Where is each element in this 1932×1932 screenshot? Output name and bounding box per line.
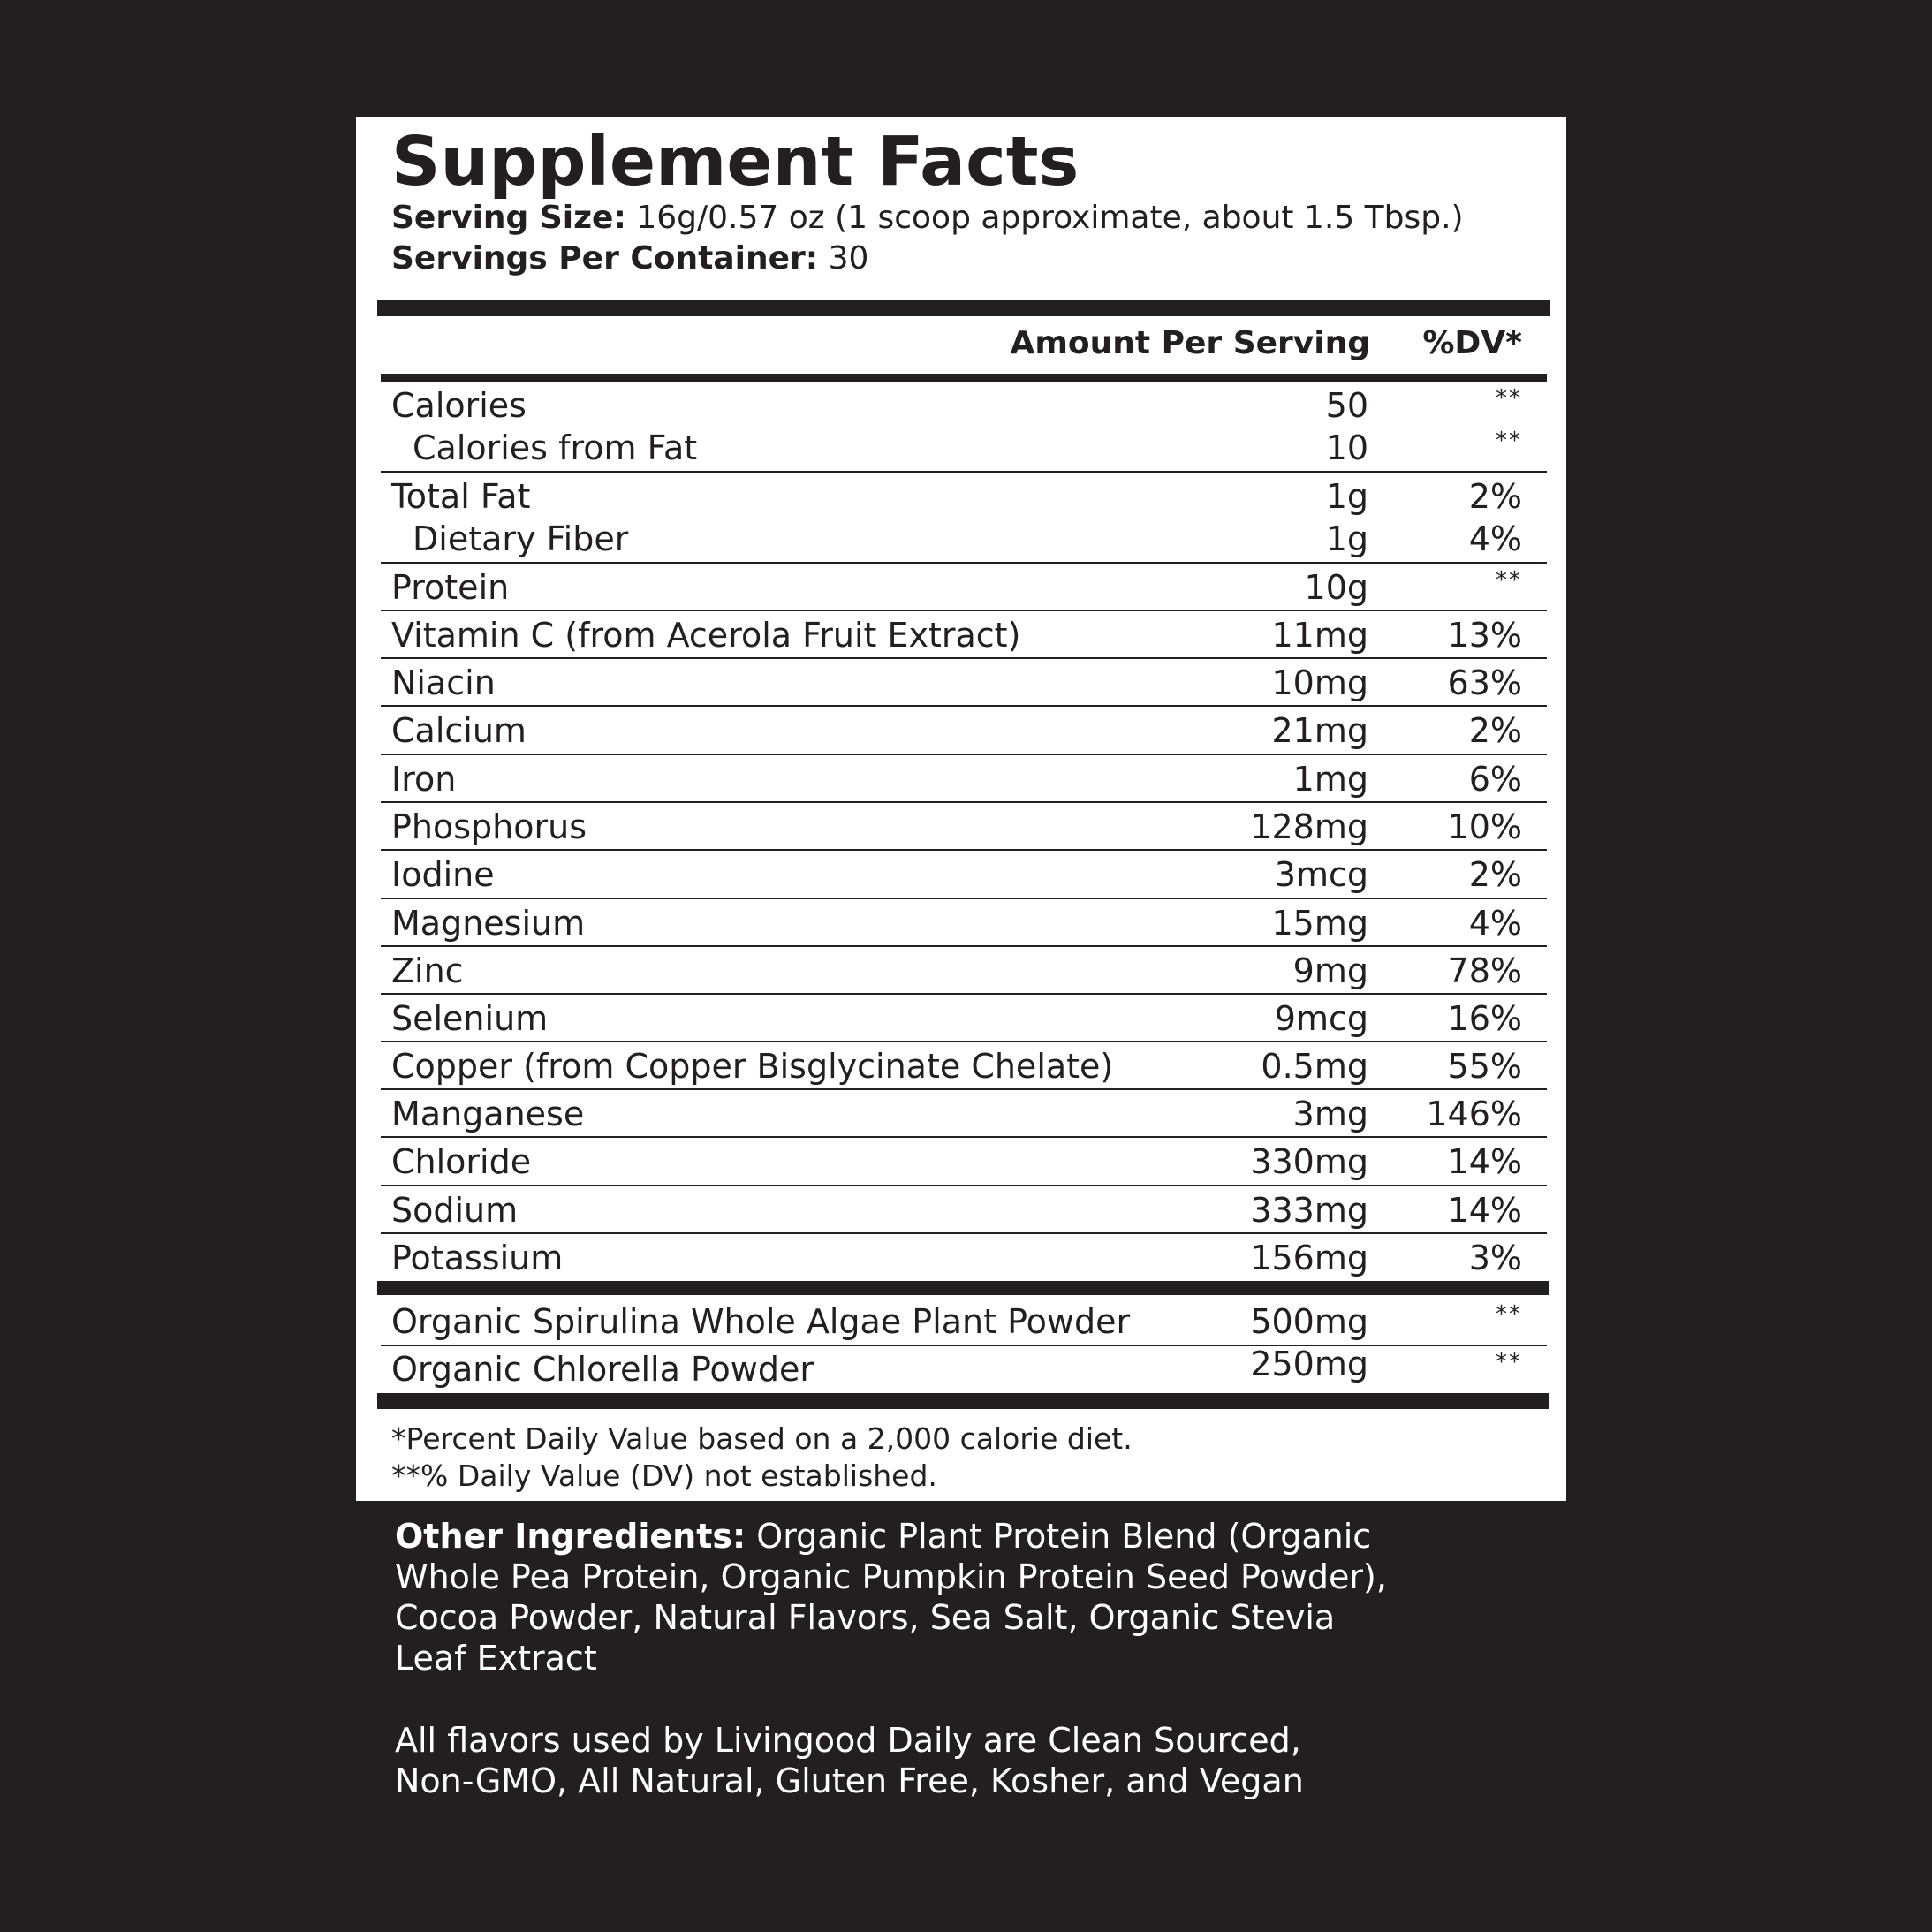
nutrient-amount: 0.5mg <box>1261 1047 1368 1086</box>
nutrient-dv: 14% <box>1447 1191 1522 1230</box>
nutrient-amount: 11mg <box>1271 616 1368 655</box>
nutrient-dv: 78% <box>1447 951 1522 990</box>
nutrient-row <box>356 473 1566 520</box>
nutrient-amount: 9mg <box>1292 951 1368 990</box>
flavors-statement <box>395 1720 1304 1801</box>
nutrient-amount: 1g <box>1325 519 1368 558</box>
nutrient-row <box>356 1234 1566 1282</box>
nutrient-row <box>356 659 1566 707</box>
nutrient-dv: 14% <box>1447 1142 1522 1181</box>
header-dv: %DV* <box>1422 325 1522 361</box>
nutrient-name: Protein <box>391 568 510 607</box>
nutrient-name: Manganese <box>391 1095 585 1133</box>
nutrient-dv: ** <box>1496 428 1522 454</box>
nutrient-row <box>356 1345 1566 1393</box>
servings-per-container-line <box>391 239 868 278</box>
nutrient-row <box>356 1186 1566 1234</box>
nutrient-amount: 3mcg <box>1274 855 1368 894</box>
servings-per-container-label: Servings Per Container: <box>391 240 819 277</box>
footnote-percent-dv: *Percent Daily Value based on a 2,000 calorie diet. <box>391 1421 1133 1456</box>
nutrient-row <box>356 707 1566 754</box>
nutrient-amount: 1mg <box>1292 760 1368 799</box>
nutrient-name: Iron <box>391 760 457 799</box>
nutrient-dv: 3% <box>1468 1239 1522 1277</box>
bottom-thick-rule <box>377 1393 1549 1409</box>
footnote-dv-not-established: **% Daily Value (DV) not established. <box>391 1458 937 1493</box>
nutrient-row <box>356 1298 1566 1345</box>
nutrient-name: Selenium <box>391 999 549 1038</box>
nutrient-name: Niacin <box>391 663 496 702</box>
nutrient-amount: 250mg <box>1250 1345 1368 1383</box>
nutrient-amount: 128mg <box>1250 807 1368 846</box>
serving-size-label: Serving Size: <box>391 200 626 236</box>
nutrient-dv: 63% <box>1447 663 1522 702</box>
serving-size-line <box>391 199 1464 238</box>
nutrient-row <box>356 899 1566 947</box>
nutrient-amount: 50 <box>1325 386 1368 425</box>
nutrient-dv: 10% <box>1447 807 1522 846</box>
nutrient-amount: 330mg <box>1250 1142 1368 1181</box>
nutrient-name: Calcium <box>391 711 527 750</box>
servings-per-container-value: 30 <box>818 240 869 277</box>
nutrient-row <box>356 995 1566 1042</box>
nutrient-name: Sodium <box>391 1191 519 1230</box>
nutrient-name: Iodine <box>391 855 495 894</box>
nutrient-name: Total Fat <box>391 477 531 516</box>
header-rule <box>381 374 1547 382</box>
nutrient-name: Vitamin C (from Acerola Fruit Extract) <box>391 616 1021 655</box>
nutrient-dv: ** <box>1496 385 1522 412</box>
nutrient-dv: 2% <box>1468 477 1522 516</box>
nutrient-name: Chloride <box>391 1142 532 1181</box>
nutrient-dv: 4% <box>1468 904 1522 943</box>
other-ingredients <box>395 1516 1561 1678</box>
header-amount-per-serving: Amount Per Serving <box>1010 325 1370 361</box>
flavors-line: Non-GMO, All Natural, Gluten Free, Kosher, and Vegan <box>395 1762 1304 1800</box>
nutrient-row <box>356 755 1566 803</box>
nutrient-amount: 156mg <box>1250 1239 1368 1277</box>
nutrient-row <box>356 382 1566 429</box>
nutrient-amount: 10mg <box>1271 663 1368 702</box>
nutrient-amount: 1g <box>1325 477 1368 516</box>
nutrient-name: Calories <box>391 386 527 425</box>
other-ingredients-line <box>395 1516 1561 1557</box>
nutrient-name: Organic Chlorella Powder <box>391 1350 814 1389</box>
other-ingredients-text: Organic Plant Protein Blend (Organic <box>746 1517 1372 1556</box>
nutrient-amount: 9mcg <box>1274 999 1368 1038</box>
flavors-line: All flavors used by Livingood Daily are Clean Sourced, <box>395 1721 1301 1760</box>
other-ingredients-line: Cocoa Powder, Natural Flavors, Sea Salt, Organic Stevia <box>395 1598 1336 1637</box>
nutrient-dv: ** <box>1496 1301 1522 1328</box>
other-ingredients-line: Whole Pea Protein, Organic Pumpkin Protein Seed Powder), <box>395 1557 1387 1596</box>
nutrient-name: Zinc <box>391 951 464 990</box>
nutrient-dv: 2% <box>1468 711 1522 750</box>
nutrient-amount: 21mg <box>1271 711 1368 750</box>
nutrient-name: Potassium <box>391 1239 564 1277</box>
nutrient-row <box>356 947 1566 995</box>
nutrient-amount: 500mg <box>1250 1302 1368 1341</box>
nutrient-name: Copper (from Copper Bisglycinate Chelate) <box>391 1047 1114 1086</box>
other-ingredients-line: Leaf Extract <box>395 1639 597 1678</box>
nutrient-row <box>356 1138 1566 1186</box>
nutrient-name: Calories from Fat <box>413 428 698 467</box>
nutrient-dv: 55% <box>1447 1047 1522 1086</box>
nutrient-dv: 146% <box>1426 1095 1522 1133</box>
nutrient-name: Dietary Fiber <box>413 519 629 558</box>
serving-size-value: 16g/0.57 oz (1 scoop approximate, about 1.5 Tbsp.) <box>625 200 1464 236</box>
nutrient-amount: 3mg <box>1292 1095 1368 1133</box>
supplement-facts-panel <box>356 117 1566 1501</box>
nutrient-amount: 10 <box>1325 428 1368 467</box>
nutrient-dv: 16% <box>1447 999 1522 1038</box>
nutrient-name: Magnesium <box>391 904 586 943</box>
botanicals-thick-rule <box>377 1281 1549 1295</box>
nutrient-dv: ** <box>1496 1349 1522 1375</box>
nutrient-row <box>356 515 1566 563</box>
nutrient-row <box>356 424 1566 472</box>
top-thick-rule <box>377 300 1550 316</box>
nutrient-name: Organic Spirulina Whole Algae Plant Powder <box>391 1302 1131 1341</box>
nutrient-dv: ** <box>1496 567 1522 594</box>
nutrient-name: Phosphorus <box>391 807 587 846</box>
nutrient-dv: 4% <box>1468 519 1522 558</box>
nutrient-amount: 333mg <box>1250 1191 1368 1230</box>
nutrient-amount: 10g <box>1304 568 1368 607</box>
nutrient-row <box>356 1042 1566 1090</box>
nutrient-dv: 13% <box>1447 616 1522 655</box>
nutrient-row <box>356 564 1566 611</box>
nutrient-dv: 2% <box>1468 855 1522 894</box>
nutrient-row <box>356 611 1566 659</box>
nutrient-row <box>356 803 1566 851</box>
nutrient-row <box>356 851 1566 898</box>
nutrient-amount: 15mg <box>1271 904 1368 943</box>
other-ingredients-label: Other Ingredients: <box>395 1517 746 1556</box>
label-title: Supplement Facts <box>391 123 1080 201</box>
nutrient-dv: 6% <box>1468 760 1522 799</box>
nutrient-row <box>356 1090 1566 1138</box>
